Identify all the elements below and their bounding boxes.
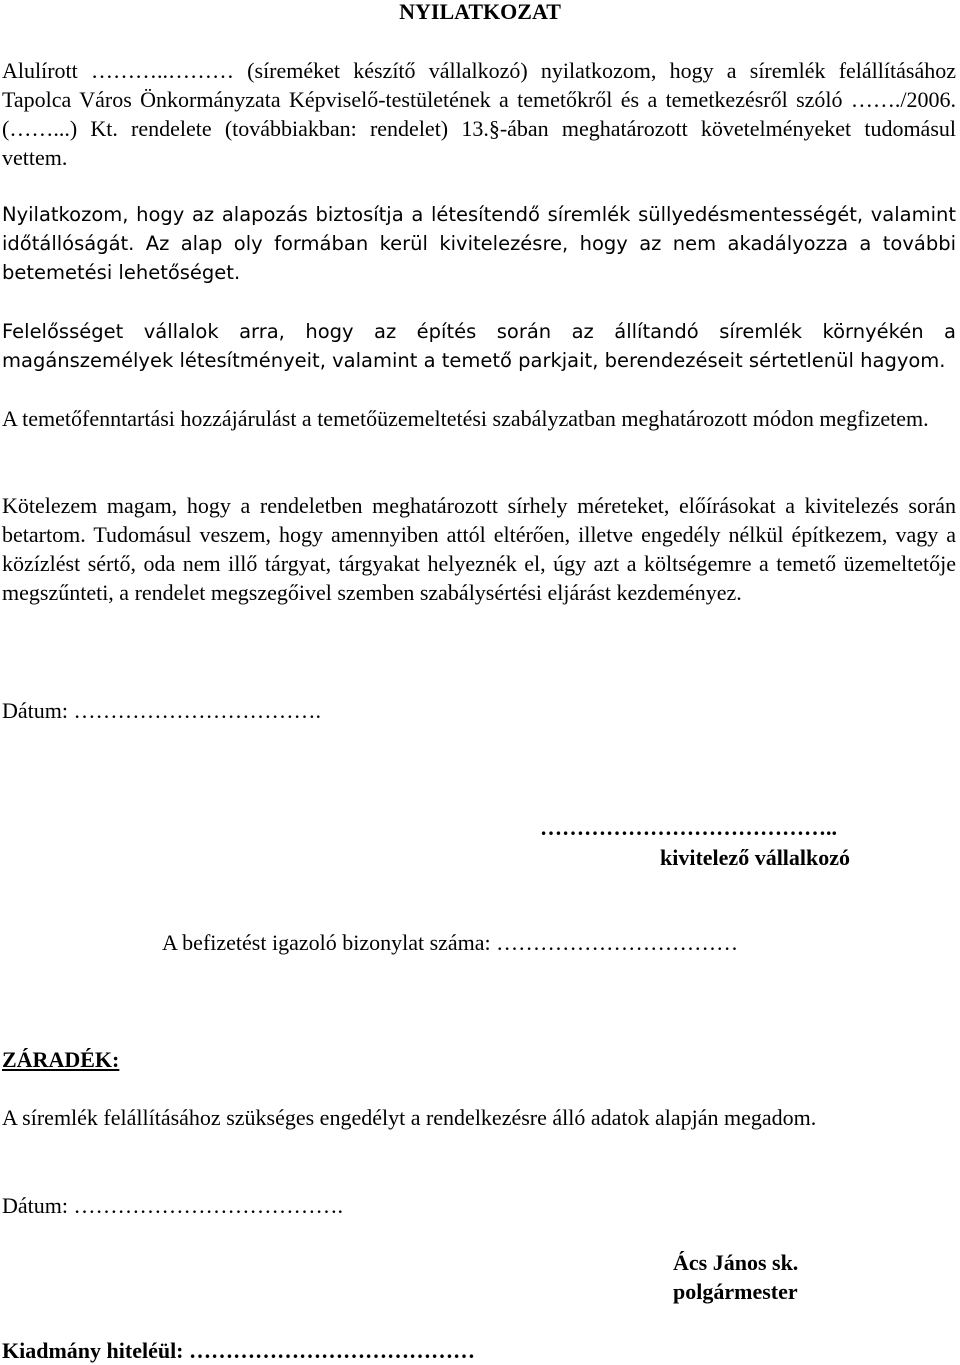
receipt-number-line: A befizetést igazoló bizonylat száma: …………………………… [162,930,739,955]
mayor-name: Ács János sk. [673,1250,799,1275]
signature-dots: ………………………………….. [540,815,837,840]
certified-copy-line: Kiadmány hiteléül: ………………………………… [2,1338,476,1363]
mayor-title: polgármester [673,1279,798,1304]
paragraph-obligations: Kötelezem magam, hogy a rendeletben meghatározott sírhely méreteket, előírásokat a kivitelezés során betartom. Tudomásul veszem, hogy amennyiben attól eltérően, illetve engedély nélkül építkezem, vagy a közízlést sértő, oda nem illő tárgyat, tárgyakat helyeznék el, úgy azt a költségemre a temető üzemeltetője megszűnteti, a rendelet megszegőivel szemben szabálysértési eljárást kezdeményez. [2,493,956,605]
paragraph-responsibility: Felelősséget vállalok arra, hogy az építés során az állítandó síremlék környékén a magánszemélyek létesítményeit, valamint a temető parkjait, berendezéseit sértetlenül hagyom. [2,320,956,372]
date-line-approval: Dátum: ………………………………. [2,1193,343,1218]
clause-heading: ZÁRADÉK: [2,1047,120,1072]
clause-text: A síremlék felállításához szükséges engedélyt a rendelkezésre álló adatok alapján megadom. [2,1105,817,1130]
paragraph-declaration: Alulírott ………..……… (síreméket készítő vállalkozó) nyilatkozom, hogy a síremlék felállításához Tapolca Város Önkormányzata Képviselő-testületének a temetőkről és a temetkezésről szóló ……./2006. (……...) Kt. rendelete (továbbiakban: rendelet) 13.§-ában meghatározott követelményeket tudomásul vettem. [2,58,956,170]
document-title: NYILATKOZAT [399,0,561,24]
signature-label: kivitelező vállalkozó [660,845,851,870]
paragraph-foundation: Nyilatkozom, hogy az alapozás biztosítja a létesítendő síremlék süllyedésmentességét, valamint időtállóságát. Az alap oly formában kerül kivitelezésre, hogy az nem akadályozza a további betemetési lehetőséget. [2,203,956,284]
date-line-contractor: Dátum: ……………………………. [2,698,321,723]
paragraph-fee: A temetőfenntartási hozzájárulást a temetőüzemeltetési szabályzatban meghatározott módon megfizetem. [2,406,929,431]
